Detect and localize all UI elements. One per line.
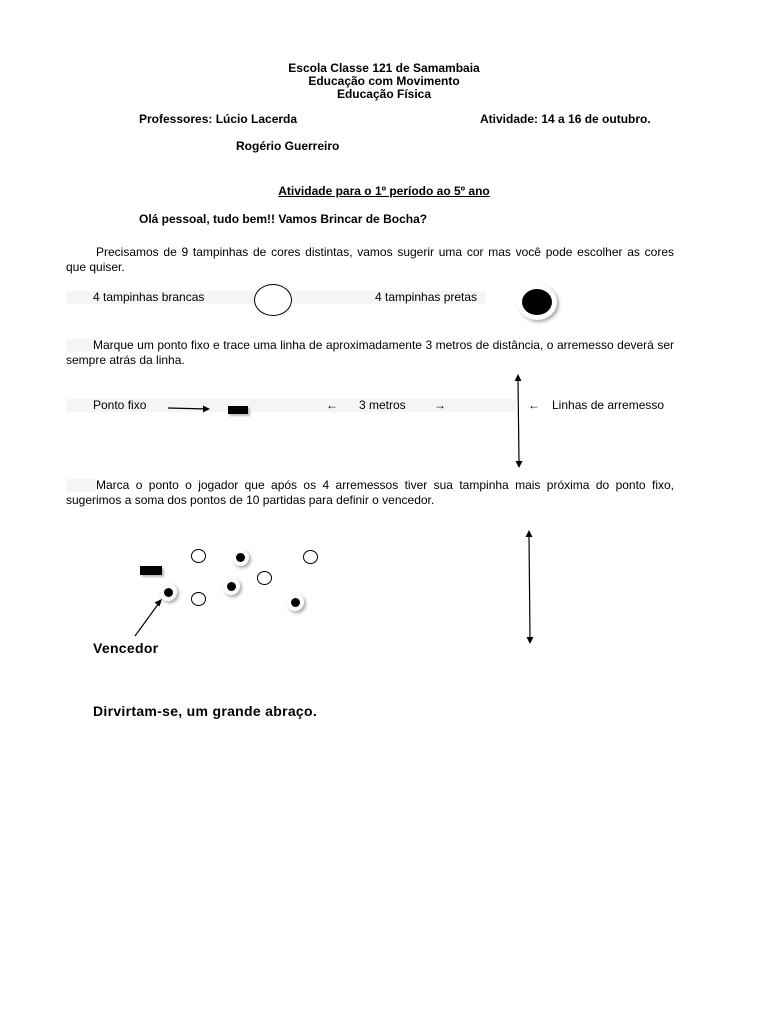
white-caps-label: 4 tampinhas brancas <box>93 290 205 304</box>
program-name: Educação com Movimento <box>308 74 460 88</box>
black-caps-label: 4 tampinhas pretas <box>375 290 478 304</box>
closing-message: Dirvirtam-se, um grande abraço. <box>93 703 318 719</box>
winner-label: Vencedor <box>93 640 159 656</box>
left-arrow-icon: ← <box>326 398 338 412</box>
greeting: Olá pessoal, tudo bem!! Vamos Brincar de Bocha? <box>139 212 428 226</box>
white-cap-icon <box>191 549 206 563</box>
fixed-point-label: Ponto fixo <box>93 398 147 412</box>
teachers-label: Professores: Lúcio Lacerda <box>139 112 298 126</box>
throw-line-double-arrow-icon <box>522 529 536 646</box>
black-cap-icon <box>517 284 557 320</box>
winner-arrow-icon <box>132 596 166 640</box>
second-teacher: Rogério Guerreiro <box>236 139 340 153</box>
activity-title: Atividade para o 1º período ao 5º ano <box>278 184 490 198</box>
black-cap-icon <box>232 549 249 566</box>
fixed-point-marker-icon <box>140 566 162 575</box>
fixed-point-marker-icon <box>228 406 248 414</box>
black-cap-icon <box>222 577 240 595</box>
throw-line-double-arrow-icon <box>511 373 525 471</box>
fixed-point-arrow-icon <box>168 403 214 415</box>
school-name: Escola Classe 121 de Samambaia <box>288 61 480 75</box>
white-cap-circle-icon <box>254 284 292 316</box>
throw-line-label: Linhas de arremesso <box>552 398 665 412</box>
paragraph-line: Marque um ponto fixo e trace uma linha de aproximadamente 3 metros de distância, o arremesso deverá ser sempre atrás da linha. <box>66 338 674 367</box>
paragraph-scoring: Marca o ponto o jogador que após os 4 arremessos tiver sua tampinha mais próxima do ponto fixo, sugerimos a soma dos pontos de 10 partidas para definir o vencedor. <box>66 478 674 507</box>
paragraph-caps: Precisamos de 9 tampinhas de cores distintas, vamos sugerir uma cor mas você pode escolher as cores que quiser. <box>66 245 674 274</box>
white-cap-icon <box>257 571 272 585</box>
white-cap-icon <box>303 550 318 564</box>
throw-line-arrow-icon: ← <box>528 398 540 412</box>
white-cap-icon <box>191 592 206 606</box>
subject-name: Educação Física <box>336 87 432 101</box>
right-arrow-icon: → <box>434 398 446 412</box>
activity-dates: Atividade: 14 a 16 de outubro. <box>480 112 651 126</box>
black-cap-icon <box>286 593 304 611</box>
distance-label: 3 metros <box>359 398 406 412</box>
